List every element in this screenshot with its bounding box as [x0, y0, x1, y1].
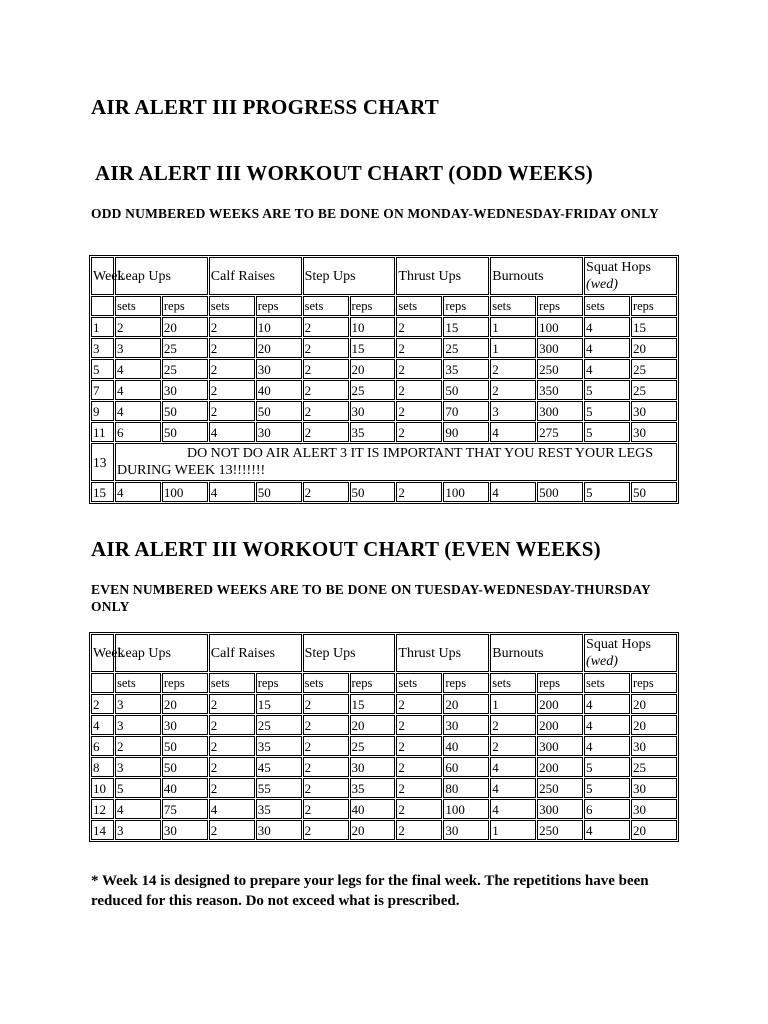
cell: 15	[631, 317, 677, 337]
cell: 350	[537, 380, 583, 400]
squat-hops-note: (wed)	[586, 277, 618, 292]
cell: 2	[396, 736, 442, 756]
cell: 30	[631, 778, 677, 798]
burnouts-header: Burnouts	[490, 634, 583, 672]
table-row	[91, 715, 677, 735]
cell: 50	[162, 757, 208, 777]
table-row	[91, 820, 677, 840]
reps-label: reps	[350, 673, 396, 693]
cell: 4	[584, 736, 630, 756]
table-row	[91, 380, 677, 400]
sub-header-blank	[91, 296, 114, 316]
cell: 100	[443, 482, 489, 502]
cell: 2	[209, 338, 255, 358]
sets-label: sets	[396, 673, 442, 693]
cell: 5	[115, 778, 161, 798]
cell: 30	[162, 715, 208, 735]
cell: 25	[631, 380, 677, 400]
cell: 40	[443, 736, 489, 756]
sets-label: sets	[209, 673, 255, 693]
cell: 10	[350, 317, 396, 337]
cell: 3	[490, 401, 536, 421]
cell: 50	[162, 422, 208, 442]
week-cell: 12	[91, 799, 114, 819]
calf-raises-header: Calf Raises	[209, 257, 302, 295]
cell: 10	[256, 317, 302, 337]
cell: 4	[115, 359, 161, 379]
week-cell: 2	[91, 694, 114, 714]
cell: 2	[303, 715, 349, 735]
table-row	[91, 317, 677, 337]
sets-label: sets	[584, 296, 630, 316]
cell: 30	[631, 799, 677, 819]
week-cell: 7	[91, 380, 114, 400]
cell: 3	[115, 757, 161, 777]
cell: 3	[115, 820, 161, 840]
cell: 35	[256, 799, 302, 819]
cell: 5	[584, 422, 630, 442]
reps-label: reps	[256, 673, 302, 693]
sets-label: sets	[303, 673, 349, 693]
cell: 25	[256, 715, 302, 735]
cell: 4	[490, 778, 536, 798]
reps-label: reps	[256, 296, 302, 316]
squat-hops-note: (wed)	[586, 654, 618, 669]
week-cell: 15	[91, 482, 114, 502]
week-cell: 5	[91, 359, 114, 379]
cell: 200	[537, 694, 583, 714]
cell: 80	[443, 778, 489, 798]
cell: 5	[584, 482, 630, 502]
cell: 2	[303, 778, 349, 798]
cell: 15	[256, 694, 302, 714]
sets-label: sets	[490, 296, 536, 316]
table-row	[91, 694, 677, 714]
week-cell: 11	[91, 422, 114, 442]
cell: 4	[490, 422, 536, 442]
cell: 2	[303, 482, 349, 502]
leap-ups-header: Leap Ups	[115, 257, 208, 295]
cell: 30	[631, 422, 677, 442]
sets-reps-row	[91, 673, 677, 693]
reps-label: reps	[443, 296, 489, 316]
cell: 50	[256, 482, 302, 502]
cell: 5	[584, 757, 630, 777]
cell: 4	[584, 694, 630, 714]
week-cell: 8	[91, 757, 114, 777]
footnote: * Week 14 is designed to prepare your legs for the final week. The repetitions have been reduced for this reason. Do not exceed what is prescribed.	[91, 873, 649, 909]
squat-hops-header	[584, 257, 677, 295]
rest-week-text: DO NOT DO AIR ALERT 3 IT IS IMPORTANT THAT YOU REST YOUR LEGS DURING WEEK 13!!!!!!!	[116, 446, 654, 478]
cell: 4	[490, 799, 536, 819]
cell: 300	[537, 401, 583, 421]
cell: 2	[303, 799, 349, 819]
cell: 55	[256, 778, 302, 798]
cell: 40	[162, 778, 208, 798]
cell: 2	[396, 820, 442, 840]
squat-hops-header	[584, 634, 677, 672]
cell: 2	[209, 380, 255, 400]
cell: 35	[350, 778, 396, 798]
table-row	[91, 757, 677, 777]
cell: 60	[443, 757, 489, 777]
cell: 20	[631, 338, 677, 358]
cell: 50	[162, 736, 208, 756]
cell: 6	[115, 422, 161, 442]
thrust-ups-header: Thrust Ups	[396, 634, 489, 672]
cell: 25	[631, 757, 677, 777]
reps-label: reps	[631, 673, 677, 693]
cell: 4	[490, 482, 536, 502]
table-row	[91, 401, 677, 421]
leap-ups-header: Leap Ups	[115, 634, 208, 672]
cell: 70	[443, 401, 489, 421]
cell: 2	[303, 401, 349, 421]
cell: 2	[209, 820, 255, 840]
week-column-header: Week	[91, 634, 114, 672]
cell: 2	[490, 380, 536, 400]
cell: 300	[537, 736, 583, 756]
table-row	[91, 482, 677, 502]
cell: 2	[490, 736, 536, 756]
cell: 500	[537, 482, 583, 502]
cell: 50	[350, 482, 396, 502]
cell: 25	[162, 338, 208, 358]
cell: 2	[396, 694, 442, 714]
even-weeks-table	[89, 632, 679, 842]
reps-label: reps	[631, 296, 677, 316]
cell: 1	[490, 820, 536, 840]
cell: 1	[490, 694, 536, 714]
cell: 1	[490, 338, 536, 358]
week-cell: 1	[91, 317, 114, 337]
cell: 30	[350, 401, 396, 421]
cell: 5	[584, 401, 630, 421]
table-row	[91, 799, 677, 819]
table-row	[91, 422, 677, 442]
cell: 30	[443, 820, 489, 840]
cell: 2	[303, 757, 349, 777]
calf-raises-header: Calf Raises	[209, 634, 302, 672]
cell: 75	[162, 799, 208, 819]
cell: 4	[115, 482, 161, 502]
burnouts-header: Burnouts	[490, 257, 583, 295]
cell: 20	[350, 715, 396, 735]
week-cell: 4	[91, 715, 114, 735]
cell: 30	[256, 359, 302, 379]
cell: 35	[443, 359, 489, 379]
sub-header-blank	[91, 673, 114, 693]
cell: 2	[490, 359, 536, 379]
cell: 4	[584, 715, 630, 735]
squat-hops-label: Squat Hops	[586, 260, 651, 275]
cell: 2	[396, 359, 442, 379]
cell: 40	[350, 799, 396, 819]
cell: 20	[350, 359, 396, 379]
week-cell: 6	[91, 736, 114, 756]
cell: 300	[537, 338, 583, 358]
cell: 3	[115, 715, 161, 735]
cell: 4	[584, 338, 630, 358]
cell: 2	[396, 338, 442, 358]
rest-week-row	[91, 443, 677, 481]
odd-weeks-note: ODD NUMBERED WEEKS ARE TO BE DONE ON MONDAY-WEDNESDAY-FRIDAY ONLY	[91, 206, 659, 221]
week-cell: 14	[91, 820, 114, 840]
table-row	[91, 338, 677, 358]
reps-label: reps	[162, 673, 208, 693]
even-weeks-heading: AIR ALERT III WORKOUT CHART (EVEN WEEKS)	[91, 537, 601, 561]
cell: 50	[162, 401, 208, 421]
cell: 2	[209, 778, 255, 798]
cell: 2	[303, 380, 349, 400]
cell: 30	[631, 401, 677, 421]
table-header-row	[91, 634, 677, 672]
cell: 2	[396, 401, 442, 421]
table-row	[91, 736, 677, 756]
cell: 30	[256, 422, 302, 442]
cell: 6	[584, 799, 630, 819]
cell: 2	[209, 401, 255, 421]
cell: 25	[162, 359, 208, 379]
cell: 2	[396, 799, 442, 819]
even-weeks-note: EVEN NUMBERED WEEKS ARE TO BE DONE ON TUESDAY-WEDNESDAY-THURSDAY ONLY	[91, 582, 651, 614]
week-cell: 3	[91, 338, 114, 358]
week-cell: 10	[91, 778, 114, 798]
cell: 4	[209, 482, 255, 502]
cell: 4	[584, 359, 630, 379]
reps-label: reps	[350, 296, 396, 316]
cell: 20	[350, 820, 396, 840]
cell: 2	[303, 359, 349, 379]
cell: 25	[350, 380, 396, 400]
sets-reps-row	[91, 296, 677, 316]
cell: 100	[443, 799, 489, 819]
cell: 4	[584, 820, 630, 840]
cell: 35	[256, 736, 302, 756]
cell: 2	[396, 482, 442, 502]
cell: 15	[443, 317, 489, 337]
week-cell: 9	[91, 401, 114, 421]
cell: 20	[162, 317, 208, 337]
cell: 2	[209, 736, 255, 756]
cell: 2	[303, 338, 349, 358]
cell: 20	[631, 694, 677, 714]
cell: 275	[537, 422, 583, 442]
reps-label: reps	[443, 673, 489, 693]
reps-label: reps	[162, 296, 208, 316]
cell: 4	[115, 799, 161, 819]
cell: 15	[350, 338, 396, 358]
cell: 2	[209, 757, 255, 777]
cell: 90	[443, 422, 489, 442]
cell: 20	[631, 820, 677, 840]
cell: 250	[537, 359, 583, 379]
page-title: AIR ALERT III PROGRESS CHART	[91, 95, 439, 119]
cell: 30	[256, 820, 302, 840]
cell: 5	[584, 380, 630, 400]
cell: 35	[350, 422, 396, 442]
sets-label: sets	[115, 673, 161, 693]
cell: 4	[490, 757, 536, 777]
week-column-header: Week	[91, 257, 114, 295]
step-ups-header: Step Ups	[303, 634, 396, 672]
cell: 5	[584, 778, 630, 798]
sets-label: sets	[115, 296, 161, 316]
odd-weeks-heading: AIR ALERT III WORKOUT CHART (ODD WEEKS)	[95, 161, 593, 185]
cell: 2	[396, 715, 442, 735]
cell: 2	[303, 820, 349, 840]
cell: 250	[537, 820, 583, 840]
week-cell: 13	[91, 443, 114, 481]
cell: 15	[350, 694, 396, 714]
cell: 2	[490, 715, 536, 735]
odd-weeks-table	[89, 255, 679, 504]
cell: 2	[396, 380, 442, 400]
cell: 4	[209, 799, 255, 819]
cell: 2	[209, 715, 255, 735]
cell: 4	[115, 380, 161, 400]
sets-label: sets	[490, 673, 536, 693]
sets-label: sets	[303, 296, 349, 316]
table-row	[91, 359, 677, 379]
cell: 4	[584, 317, 630, 337]
cell: 2	[209, 317, 255, 337]
cell: 50	[443, 380, 489, 400]
cell: 4	[209, 422, 255, 442]
cell: 100	[162, 482, 208, 502]
cell: 25	[443, 338, 489, 358]
cell: 2	[396, 317, 442, 337]
cell: 2	[303, 694, 349, 714]
cell: 2	[209, 694, 255, 714]
reps-label: reps	[537, 673, 583, 693]
squat-hops-label: Squat Hops	[586, 637, 651, 652]
step-ups-header: Step Ups	[303, 257, 396, 295]
cell: 50	[256, 401, 302, 421]
cell: 30	[631, 736, 677, 756]
cell: 30	[162, 820, 208, 840]
thrust-ups-header: Thrust Ups	[396, 257, 489, 295]
cell: 20	[162, 694, 208, 714]
cell: 45	[256, 757, 302, 777]
cell: 100	[537, 317, 583, 337]
cell: 2	[115, 317, 161, 337]
cell: 2	[303, 736, 349, 756]
cell: 200	[537, 715, 583, 735]
cell: 2	[396, 757, 442, 777]
cell: 30	[162, 380, 208, 400]
sets-label: sets	[584, 673, 630, 693]
cell: 25	[631, 359, 677, 379]
cell: 2	[396, 778, 442, 798]
cell: 2	[303, 422, 349, 442]
cell: 250	[537, 778, 583, 798]
cell: 2	[303, 317, 349, 337]
cell: 20	[443, 694, 489, 714]
sets-label: sets	[209, 296, 255, 316]
cell: 300	[537, 799, 583, 819]
cell: 30	[350, 757, 396, 777]
cell: 200	[537, 757, 583, 777]
cell: 3	[115, 338, 161, 358]
cell: 30	[443, 715, 489, 735]
rest-week-message	[115, 443, 677, 481]
reps-label: reps	[537, 296, 583, 316]
cell: 2	[115, 736, 161, 756]
table-row	[91, 778, 677, 798]
cell: 4	[115, 401, 161, 421]
cell: 40	[256, 380, 302, 400]
cell: 2	[396, 422, 442, 442]
cell: 50	[631, 482, 677, 502]
cell: 1	[490, 317, 536, 337]
cell: 3	[115, 694, 161, 714]
sets-label: sets	[396, 296, 442, 316]
cell: 2	[209, 359, 255, 379]
cell: 20	[631, 715, 677, 735]
cell: 20	[256, 338, 302, 358]
cell: 25	[350, 736, 396, 756]
table-header-row	[91, 257, 677, 295]
